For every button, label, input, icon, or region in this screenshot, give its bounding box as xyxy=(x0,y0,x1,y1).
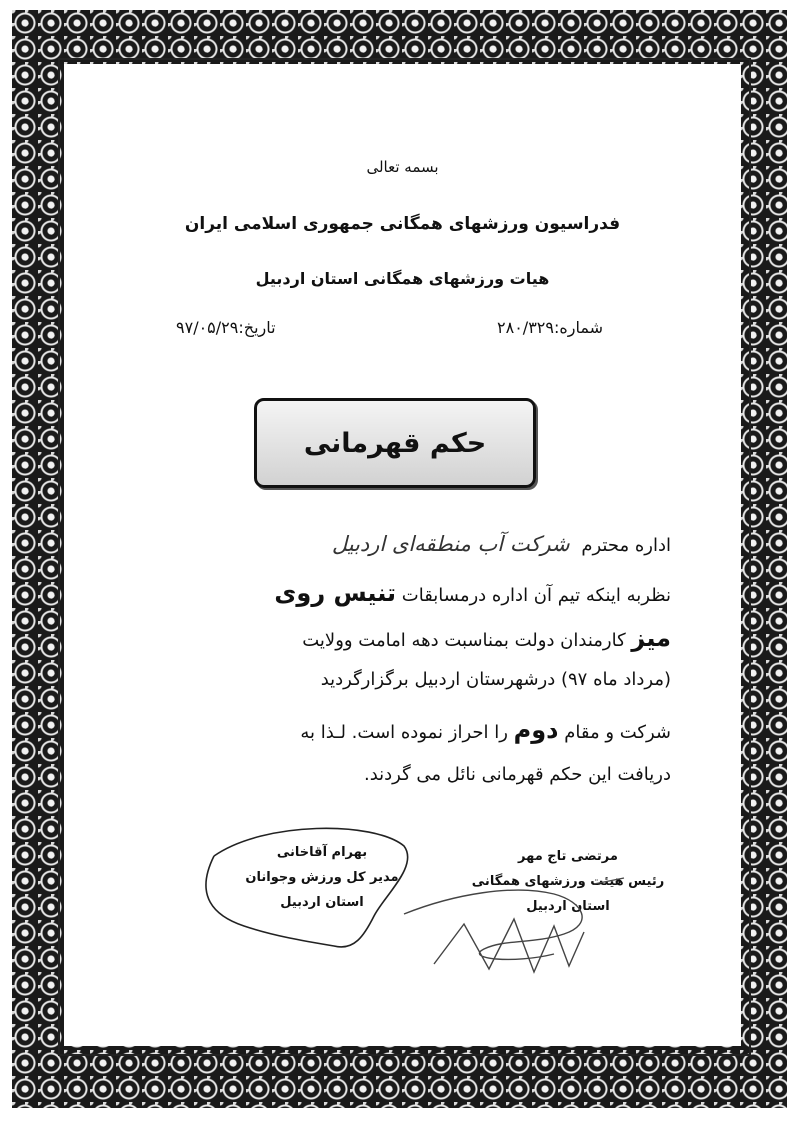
title-box xyxy=(254,398,536,488)
body-line-1 xyxy=(332,532,671,556)
body-line-3 xyxy=(302,624,671,652)
sport-name-bold: تنیس روی xyxy=(274,579,397,607)
addressee-prefix: اداره محترم xyxy=(581,535,671,556)
bismillah-heading: بسمه تعالی xyxy=(366,158,439,176)
signer-right-title: رئیس هیئت ورزشهای همگانی xyxy=(471,874,665,889)
certificate-page xyxy=(64,64,741,1046)
date-label: تاریخ: xyxy=(238,318,276,337)
sport-name-bold-2: میز xyxy=(631,624,671,652)
signer-right-name: مرتضی تاج مهر xyxy=(518,849,618,864)
signature-block-right xyxy=(468,844,668,919)
board-name: هیات ورزشهای همگانی استان اردبیل xyxy=(255,269,550,288)
body-line-6: دریافت این حکم قهرمانی نائل می گردند. xyxy=(363,764,671,785)
date-value: ۹۷/۰۵/۲۹ xyxy=(176,318,239,337)
number-value: ۲۸۰/۳۲۹ xyxy=(497,318,554,337)
letter-number xyxy=(497,318,603,337)
certificate-title: حکم قهرمانی xyxy=(303,427,487,459)
signer-left-title: مدیر کل ورزش وجوانان xyxy=(245,870,399,885)
number-label: شماره: xyxy=(553,318,603,337)
body-line-5-prefix: شرکت و مقام xyxy=(564,722,671,743)
addressee-handwritten: شرکت آب منطقه‌ای اردبیل xyxy=(331,532,570,556)
signer-left-place: استان اردبیل xyxy=(280,895,364,910)
signer-left-name: بهرام آقاخانی xyxy=(276,845,368,860)
body-line-4: (مرداد ماه ۹۷) درشهرستان اردبیل برگزارگردید xyxy=(320,669,671,690)
federation-name: فدراسیون ورزشهای همگانی جمهوری اسلامی ایران xyxy=(184,214,621,234)
body-line-5-suffix: را احراز نموده است. لـذا به xyxy=(300,722,508,743)
body-line-3-text: کارمندان دولت بمناسبت دهه امامت وولایت xyxy=(302,630,626,651)
signer-right-place: استان اردبیل xyxy=(526,899,610,914)
signature-block-left xyxy=(222,840,422,915)
body-line-2 xyxy=(274,579,671,607)
body-line-5 xyxy=(300,716,671,744)
letter-date xyxy=(176,318,276,337)
rank-bold: دوم xyxy=(513,716,559,744)
body-line-2-text: نظربه اینکه تیم آن اداره درمسابقات xyxy=(401,585,671,606)
